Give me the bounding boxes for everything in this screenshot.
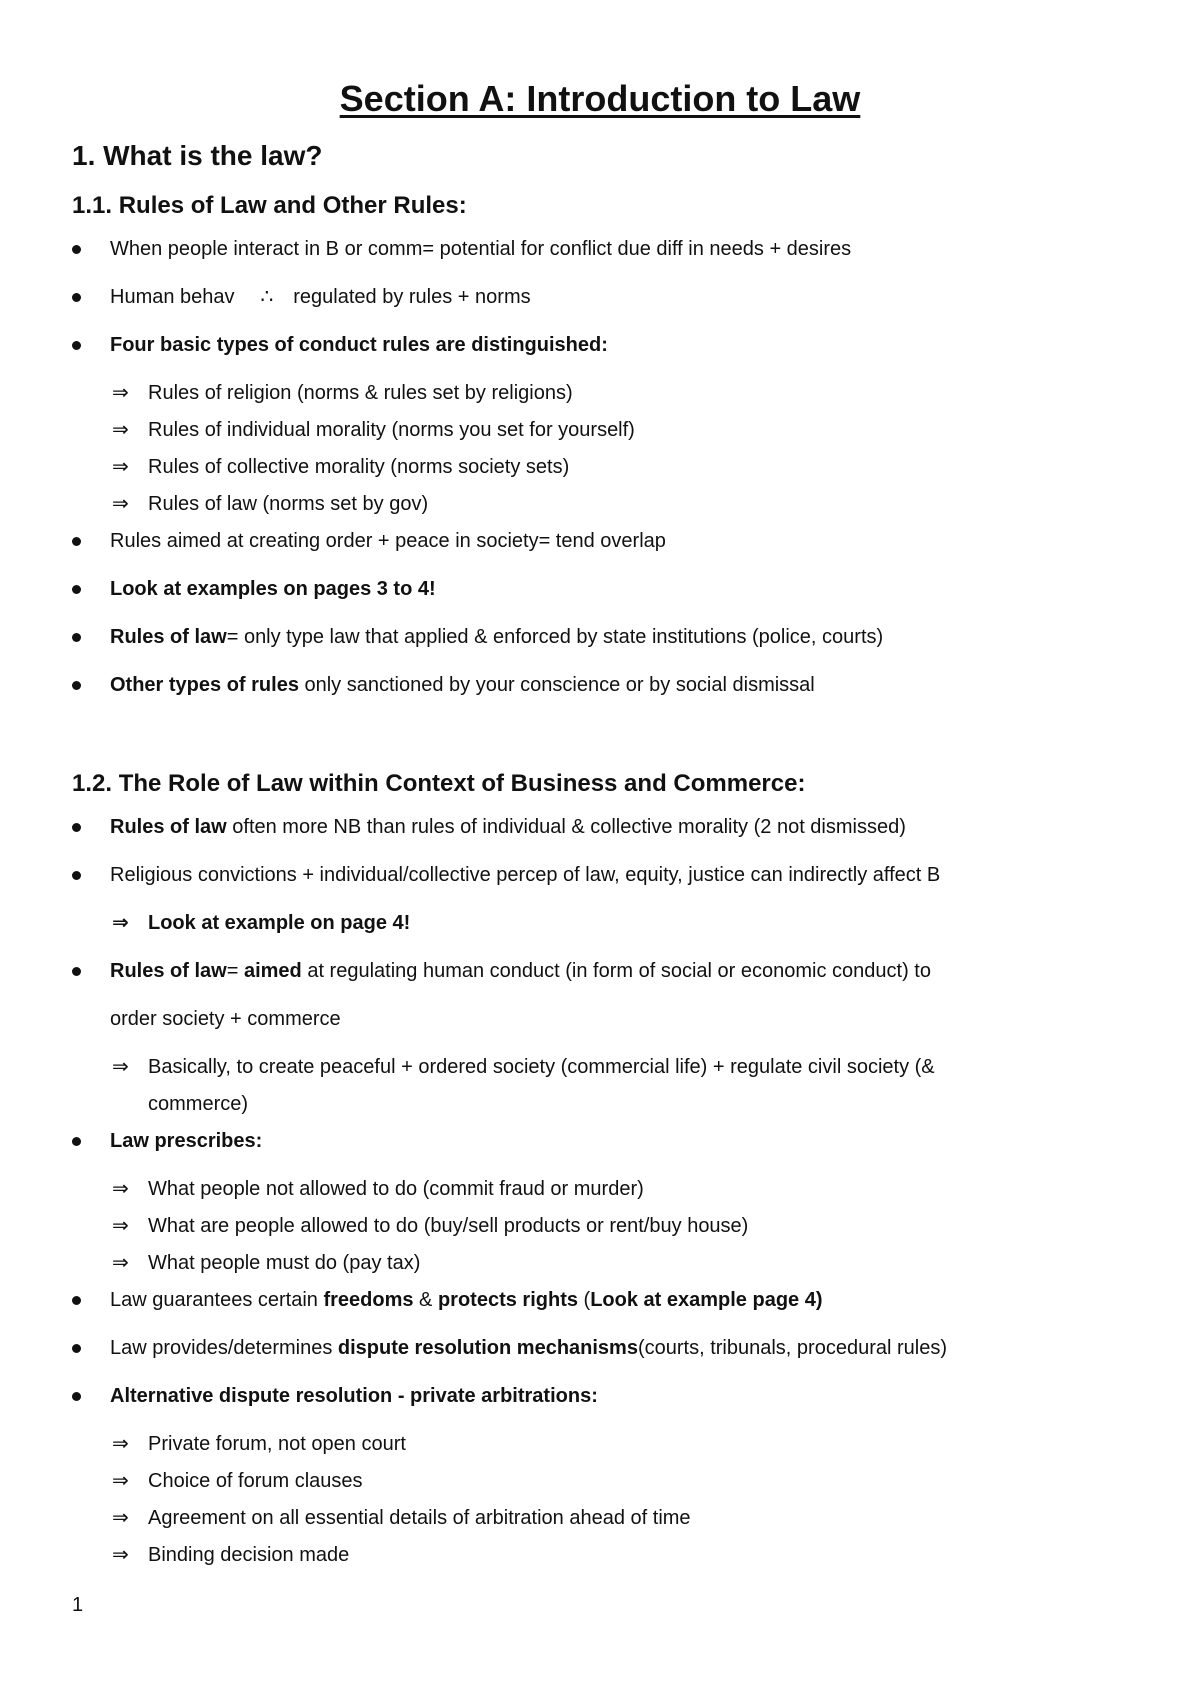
bullet-text: Law guarantees certain freedoms & protects rights (Look at example page 4) xyxy=(110,1289,823,1311)
arrow-icon: ⇒ xyxy=(112,1056,129,1078)
bullet-text: Alternative dispute resolution - private arbitrations: xyxy=(110,1385,598,1407)
bullet-text: Other types of rules only sanctioned by your conscience or by social dismissal xyxy=(110,674,815,696)
bullet-text: Law provides/determines dispute resolution mechanisms(courts, tribunals, procedural rules) xyxy=(110,1337,947,1359)
bullet-icon xyxy=(72,585,81,594)
page-number: 1 xyxy=(72,1594,84,1616)
bullet-icon xyxy=(72,341,81,350)
heading-what-is-law: 1. What is the law? xyxy=(72,140,323,171)
page-title: Section A: Introduction to Law xyxy=(339,78,861,119)
bullet-text: Four basic types of conduct rules are distinguished: xyxy=(110,334,608,356)
bullet-text: Look at examples on pages 3 to 4! xyxy=(110,578,436,600)
bullet-text: When people interact in B or comm= potential for conflict due diff in needs + desires xyxy=(110,238,852,260)
bullet-icon xyxy=(72,1392,81,1401)
arrow-icon: ⇒ xyxy=(112,456,129,478)
bullet-text: Rules of law= only type law that applied & enforced by state institutions (police, courts) xyxy=(110,626,884,648)
bullet-icon xyxy=(72,1137,81,1146)
arrow-icon: ⇒ xyxy=(112,912,129,934)
bullet-text: Religious convictions + individual/collective percep of law, equity, justice can indirectly affect B xyxy=(110,864,941,886)
heading-role-of-law: 1.2. The Role of Law within Context of Business and Commerce: xyxy=(72,770,806,797)
arrow-icon: ⇒ xyxy=(112,419,129,441)
bullet-text: Rules of law often more NB than rules of individual & collective morality (2 not dismissed) xyxy=(110,816,906,838)
bullet-text: Rules of law= aimed at regulating human conduct (in form of social or economic conduct) to xyxy=(110,960,931,982)
arrow-icon: ⇒ xyxy=(112,1470,129,1492)
bullet-text: Human behav ∴ regulated by rules + norms xyxy=(110,286,531,308)
bullet-icon xyxy=(72,537,81,546)
arrow-icon: ⇒ xyxy=(112,382,129,404)
bullet-icon xyxy=(72,1344,81,1353)
bullet-text: Rules aimed at creating order + peace in society= tend overlap xyxy=(110,530,666,552)
bullet-icon xyxy=(72,293,81,302)
therefore-icon: ∴ xyxy=(260,286,274,308)
arrow-icon: ⇒ xyxy=(112,1544,129,1566)
bullet-icon xyxy=(72,871,81,880)
bullet-icon xyxy=(72,1296,81,1305)
arrow-icon: ⇒ xyxy=(112,1215,129,1237)
arrow-icon: ⇒ xyxy=(112,1252,129,1274)
heading-rules-of-law: 1.1. Rules of Law and Other Rules: xyxy=(72,192,467,219)
bullet-icon xyxy=(72,681,81,690)
bullet-icon xyxy=(72,823,81,832)
bullet-icon xyxy=(72,967,81,976)
arrow-icon: ⇒ xyxy=(112,493,129,515)
arrow-icon: ⇒ xyxy=(112,1433,129,1455)
bullet-icon xyxy=(72,633,81,642)
arrow-icon: ⇒ xyxy=(112,1507,129,1529)
arrow-icon: ⇒ xyxy=(112,1178,129,1200)
bullet-text: Law prescribes: xyxy=(110,1130,263,1152)
document-page: Section A: Introduction to Law 1. What is the law? 1.1. Rules of Law and Other Rules: When people interact in B or comm= potential for conflict due diff in needs + desires Human behav ∴ regulated by rules + norms Four basic types of conduct rules are distinguished: ⇒ Rules of religion (norms & rules set by religions) ⇒ Rules of individual morality (norms you set for yourself) ⇒ Rules of collective morality (norms society sets) ⇒ Rules of law (norms set by gov) Rules aimed at creating order + peace in society= tend overlap Look at examples on pages 3 to 4! Rules of law= only type law that applied & enforced by state institutions (police, courts) Other types of rules only sanctioned by your conscience or by social dismissal 1.2. The Role of Law within Context of Business and Commerce: Rules of law often more NB than rules of individual & collective morality (2 not dismissed) Religious convictions + individual/collective percep of law, equity, justice can indirectly affect B ⇒ Look at example on page 4! Rules of law= aimed at regulating human conduct (in form of social or economic conduct) to order society + commerce ⇒ Basically, to create peaceful + ordered society (commercial life) + regulate civil society (& commerce) Law prescribes: ⇒ What people not allowed to do (commit fraud or murder) ⇒ What are people allowed to do (buy/sell products or rent/buy house) ⇒ What people must do (pay tax) Law guarantees certain freedoms & protects rights (Look at example page 4) Law provides/determines dispute resolution mechanisms(courts, tribunals, procedural rules) Alternative dispute resolution - private arbitrations: ⇒ Private forum, not open court ⇒ Choice of forum clauses ⇒ Agreement on all essential details of arbitration ahead of time ⇒ Binding decision made 1 xyxy=(0,0,1200,1698)
bullet-icon xyxy=(72,245,81,254)
